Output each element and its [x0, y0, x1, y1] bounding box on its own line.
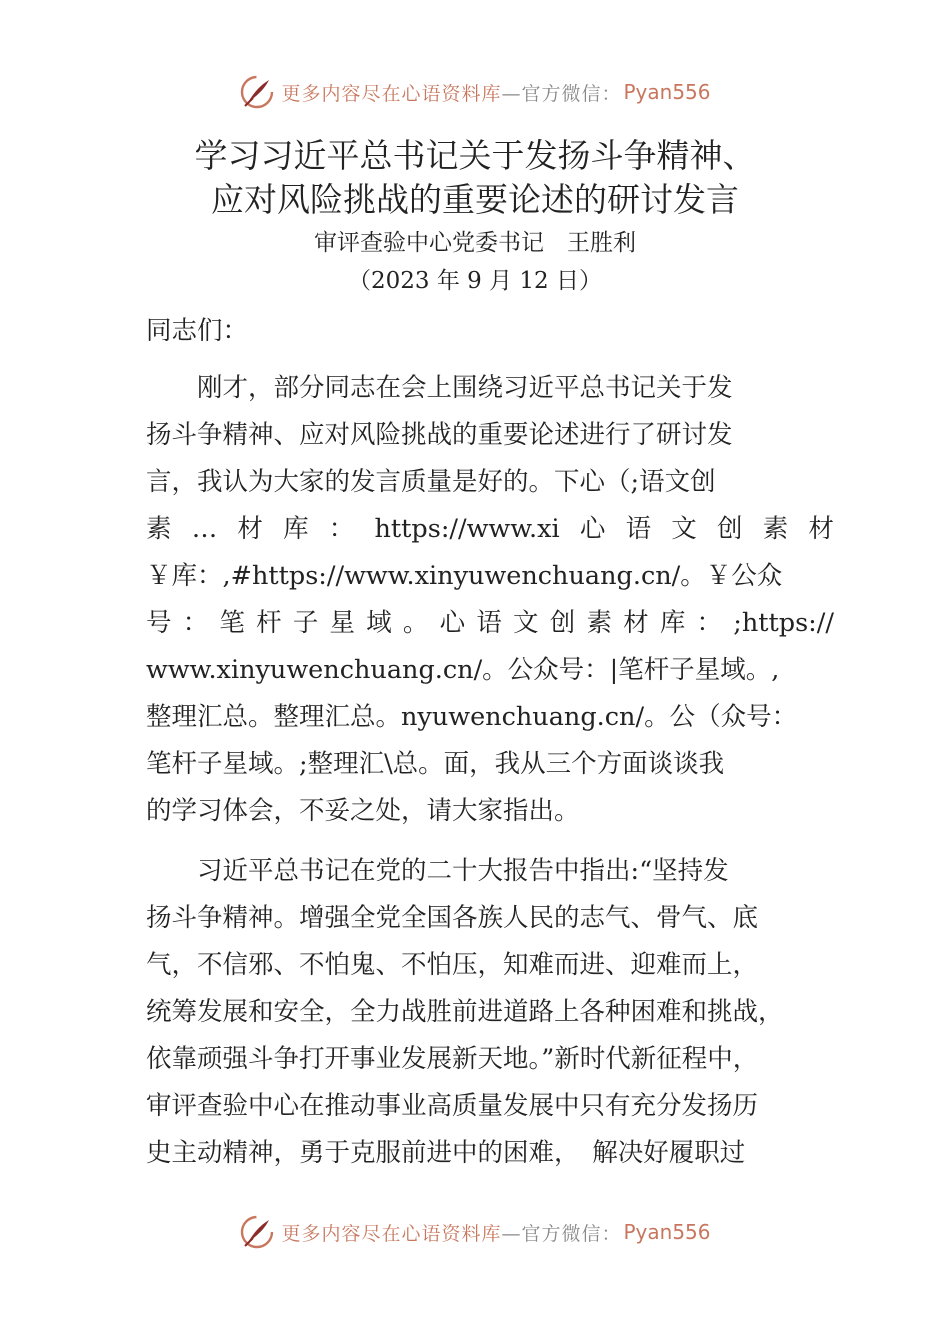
paragraph-line: 扬斗争精神。增强全党全国各族人民的志气、骨气、底 — [146, 903, 759, 933]
line-part: 语 — [625, 514, 652, 544]
paragraph-line: 整理汇总。整理汇总。nyuwenchuang.cn/。公（众号： — [146, 702, 798, 732]
line-part: 素 — [146, 514, 172, 544]
document-title-line-1: 学习习近平总书记关于发扬斗争精神、 — [194, 136, 756, 175]
line-part: 创 — [549, 608, 576, 638]
line-part: ： — [328, 514, 355, 544]
line-part: 库 — [283, 514, 309, 544]
watermark-main-text: 更多内容尽在心语资料库 — [281, 82, 502, 105]
paragraph-line: 笔杆子星域。;整理汇\总。面，我从三个方面谈谈我 — [146, 749, 725, 779]
line-part: 子 — [292, 608, 319, 638]
line-part: ： — [696, 608, 723, 638]
line-part: 素 — [762, 514, 789, 544]
line-part: 素 — [586, 608, 612, 638]
line-part: 材 — [237, 514, 263, 544]
line-part: 创 — [717, 514, 743, 544]
line-part: 星 — [329, 608, 356, 638]
paragraph-line-justified — [146, 600, 834, 647]
document-author: 审评查验中心党委书记 王胜利 — [314, 230, 636, 256]
footer-watermark — [0, 1210, 950, 1254]
paragraph-line: 刚才，部分同志在会上围绕习近平总书记关于发 — [146, 373, 733, 403]
line-part: 心 — [439, 608, 466, 638]
header-watermark — [0, 70, 950, 114]
paragraph-line: 扬斗争精神、应对风险挑战的重要论述进行了研讨发 — [146, 420, 733, 450]
paragraph-2 — [146, 848, 834, 1177]
paragraph-line: 气，不信邪、不怕鬼、不怕压，知难而进、迎难而上， — [146, 950, 759, 980]
watermark-separator: —官方微信： — [501, 1222, 622, 1245]
line-part: 域 — [366, 608, 392, 638]
paragraph-line: 审评查验中心在推动事业高质量发展中只有充分发扬历 — [146, 1091, 759, 1121]
line-part: 材 — [623, 608, 649, 638]
watermark-separator: —官方微信： — [501, 82, 622, 105]
line-part: 语 — [476, 608, 502, 638]
line-part: … — [191, 514, 218, 544]
paragraph-line: 的学习体会，不妥之处，请大家指出。 — [146, 796, 580, 826]
line-part: 材 — [808, 514, 834, 544]
document-date: （2023 年 9 月 12 日） — [348, 268, 602, 294]
paragraph-line: www.xinyuwenchuang.cn/。公众号：|笔杆子星域。, — [146, 655, 780, 685]
paragraph-line: 习近平总书记在党的二十大报告中指出:“坚持发 — [146, 856, 729, 886]
line-part: ： — [182, 608, 209, 638]
line-part: 库 — [659, 608, 686, 638]
watermark-handle: Pyan556 — [623, 80, 711, 104]
document-title-line-2: 应对风险挑战的重要论述的研讨发言 — [211, 180, 739, 219]
feather-pen-logo-icon — [239, 1214, 275, 1250]
line-part: 。 — [402, 608, 429, 638]
line-part: 文 — [671, 514, 697, 544]
paragraph-line: 言，我认为大家的发言质量是好的。下心（;语文创 — [146, 467, 716, 497]
paragraph-line: ￥库：,#https://www.xinyuwenchuang.cn/。￥公众 — [146, 561, 783, 591]
paragraph-line-justified — [146, 506, 834, 553]
line-part: 杆 — [256, 608, 282, 638]
greeting — [146, 308, 834, 355]
watermark-main-text: 更多内容尽在心语资料库 — [281, 1222, 502, 1245]
feather-pen-logo-icon — [239, 74, 275, 110]
watermark-handle: Pyan556 — [623, 1220, 711, 1244]
greeting-line: 同志们： — [146, 316, 249, 346]
line-part: 号 — [146, 608, 172, 638]
paragraph-line: 统筹发展和安全，全力战胜前进道路上各种困难和挑战， — [146, 997, 784, 1027]
paragraph-line: 史主动精神，勇于克服前进中的困难， 解决好履职过 — [146, 1138, 746, 1168]
paragraph-1 — [146, 365, 834, 835]
line-part: 心 — [579, 514, 606, 544]
paragraph-line: 依靠顽强斗争打开事业发展新天地。”新时代新征程中， — [146, 1044, 759, 1074]
line-part: 笔 — [219, 608, 245, 638]
line-part: https://www.xi — [374, 514, 560, 544]
line-part: 文 — [513, 608, 539, 638]
line-part: ;https:// — [733, 608, 834, 638]
